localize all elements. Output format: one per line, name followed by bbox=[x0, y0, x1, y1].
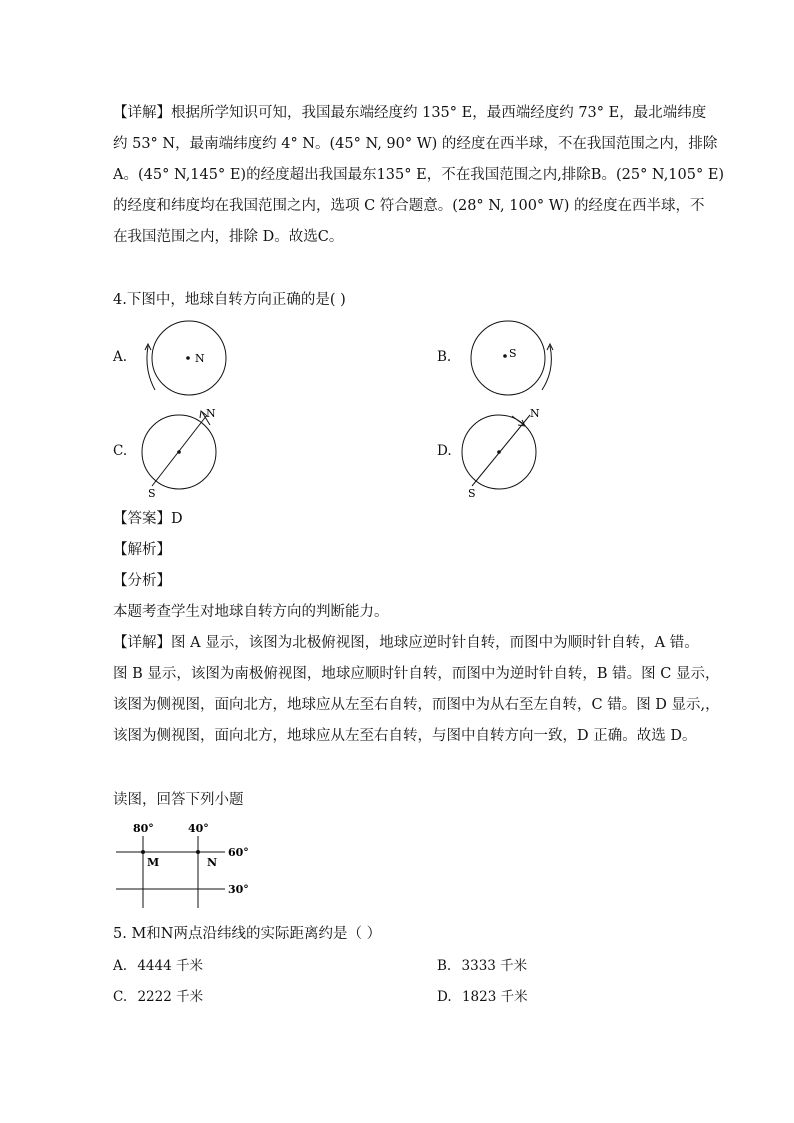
q4-detail-line-4: 该图为侧视图，面向北方，地球应从左至右自转，与图中自转方向一致，D 正确。故选 D。 bbox=[113, 728, 697, 744]
detail3-line-3: A。(45° N,145° E)的经度超出我国最东135° E，不在我国范围之内,排除B。(25° N,105° E) bbox=[113, 167, 725, 183]
detail3-line-5: 在我国范围之内，排除 D。故选C。 bbox=[113, 229, 344, 245]
q4-option-b-label: B. bbox=[437, 349, 452, 365]
q5-option-b bbox=[437, 957, 527, 975]
q4-jiexi-heading: 【解析】 bbox=[113, 542, 171, 558]
north-label: N bbox=[206, 407, 216, 420]
q5-option-d-value: 1823 千米 bbox=[461, 989, 528, 1005]
q4-figure-c bbox=[140, 405, 240, 500]
q5-option-a-label: A. bbox=[113, 958, 128, 974]
q4-detail-line-2: 图 B 显示，该图为南极俯视图，地球应顺时针自转，而图中为逆时针自转，B 错。图 C 显示， bbox=[113, 666, 720, 682]
pole-label: N bbox=[195, 352, 205, 365]
detail3-line-4: 的经度和纬度均在我国范围之内，选项 C 符合题意。(28° N, 100° W) 的经度在西半球，不 bbox=[113, 198, 705, 214]
lat-label-top: 60° bbox=[228, 846, 249, 859]
q5-option-d bbox=[437, 988, 528, 1006]
q5-option-c bbox=[113, 988, 203, 1006]
q5-option-a bbox=[113, 957, 203, 975]
center-dot bbox=[497, 450, 501, 454]
q4-figure-b bbox=[460, 320, 560, 400]
south-label: S bbox=[468, 487, 476, 500]
q5-option-b-label: B. bbox=[437, 958, 452, 974]
q4-figure-a bbox=[140, 320, 240, 400]
pole-dot bbox=[503, 354, 507, 358]
q4-fenxi-text: 本题考查学生对地球自转方向的判断能力。 bbox=[113, 604, 389, 620]
q4-detail-line-1: 【详解】图 A 显示，该图为北极俯视图，地球应逆时针自转，而图中为顺时针自转，A 错。 bbox=[113, 635, 699, 651]
point-m-label: M bbox=[147, 856, 160, 869]
detail3-line-2: 约 53° N，最南端纬度约 4° N。(45° N, 90° W) 的经度在西半球，不在我国范围之内，排除 bbox=[113, 136, 718, 152]
lon-label-right: 40° bbox=[188, 822, 209, 835]
pole-dot bbox=[186, 356, 190, 360]
lat-lon-grid-figure bbox=[113, 818, 263, 913]
q4-figure-d bbox=[460, 405, 560, 500]
q5-option-b-value: 3333 千米 bbox=[461, 958, 528, 974]
point-n-label: N bbox=[207, 856, 218, 869]
detail3-line-1: 【详解】根据所学知识可知，我国最东端经度约 135° E，最西端经度约 73° E，最北端纬度 bbox=[113, 105, 707, 121]
point-m-dot bbox=[141, 850, 145, 854]
q5-option-a-value: 4444 千米 bbox=[137, 958, 203, 974]
q4-stem: 4.下图中，地球自转方向正确的是( ) bbox=[113, 292, 346, 308]
pole-label: S bbox=[509, 347, 517, 360]
lon-label-left: 80° bbox=[133, 822, 154, 835]
point-n-dot bbox=[196, 850, 200, 854]
q5-option-d-label: D. bbox=[437, 989, 452, 1005]
lat-label-bottom: 30° bbox=[228, 883, 249, 896]
center-dot bbox=[177, 450, 181, 454]
q4-fenxi-heading: 【分析】 bbox=[113, 573, 171, 589]
q4-option-a-label: A. bbox=[113, 349, 128, 365]
globe-circle bbox=[471, 321, 545, 395]
q5-option-c-label: C. bbox=[113, 989, 128, 1005]
read-prompt: 读图，回答下列小题 bbox=[113, 792, 244, 808]
q5-stem: 5. M和N两点沿纬线的实际距离约是（ ） bbox=[113, 926, 382, 942]
q5-option-c-value: 2222 千米 bbox=[137, 989, 204, 1005]
q4-option-d-label: D. bbox=[437, 443, 452, 459]
q4-answer: 【答案】D bbox=[113, 511, 183, 527]
q4-detail-line-3: 该图为侧视图，面向北方，地球应从左至右自转，而图中为从右至左自转，C 错。图 D 显示,， bbox=[113, 697, 720, 713]
south-label: S bbox=[148, 487, 156, 500]
north-label: N bbox=[530, 407, 540, 420]
q4-option-c-label: C. bbox=[113, 443, 128, 459]
